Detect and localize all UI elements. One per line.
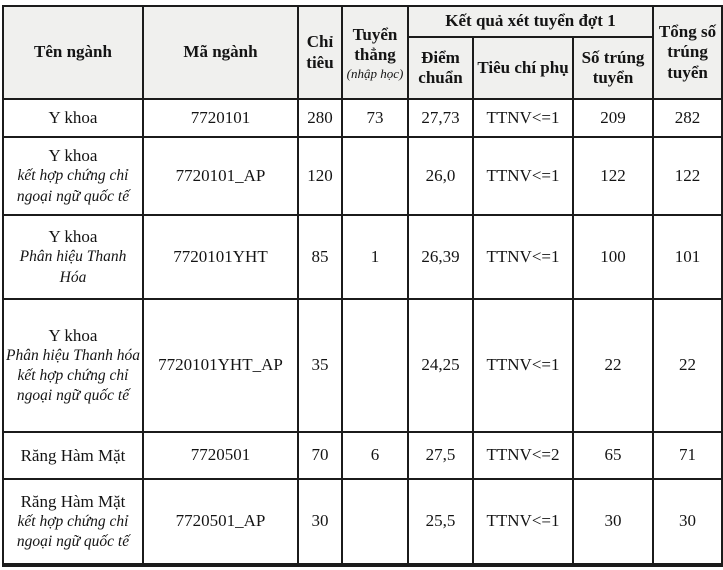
benchmark-score-cell: 26,0 (408, 137, 473, 215)
header-direct-admission-label: Tuyển thẳng (352, 24, 398, 65)
table-header (3, 6, 722, 99)
benchmark-score-cell: 26,39 (408, 215, 473, 299)
major-name-cell (3, 137, 143, 215)
total-admitted-cell: 30 (653, 479, 722, 565)
total-admitted-cell: 101 (653, 215, 722, 299)
total-admitted-cell: 122 (653, 137, 722, 215)
admitted-count-cell: 30 (573, 479, 653, 565)
direct-admission-cell: 73 (342, 99, 408, 137)
major-name-cell (3, 99, 143, 137)
table-body (3, 99, 722, 565)
major-name-cell (3, 215, 143, 299)
secondary-criteria-cell: TTNV<=1 (473, 479, 573, 565)
header-admitted-count: Số trúng tuyển (573, 37, 653, 99)
benchmark-score-cell: 25,5 (408, 479, 473, 565)
quota-cell: 120 (298, 137, 342, 215)
header-major-code: Mã ngành (143, 6, 298, 99)
table-row (3, 299, 722, 432)
header-secondary-criteria: Tiêu chí phụ (473, 37, 573, 99)
quota-cell: 35 (298, 299, 342, 432)
quota-cell: 30 (298, 479, 342, 565)
major-code-cell: 7720101YHT_AP (143, 299, 298, 432)
major-code-cell: 7720501 (143, 432, 298, 479)
major-code-cell: 7720501_AP (143, 479, 298, 565)
major-name: Y khoa (48, 227, 98, 247)
table-row (3, 215, 722, 299)
quota-cell: 85 (298, 215, 342, 299)
major-name-cell (3, 299, 143, 432)
secondary-criteria-cell: TTNV<=1 (473, 99, 573, 137)
major-name-note: kết hợp chứng chỉ ngoại ngữ quốc tế (16, 167, 130, 205)
direct-admission-cell (342, 137, 408, 215)
major-name-note: Phân hiệu Thanh hóa kết hợp chứng chỉ ngoại ngữ quốc tế (6, 346, 140, 405)
major-name: Y khoa (48, 108, 98, 128)
secondary-criteria-cell: TTNV<=1 (473, 299, 573, 432)
total-admitted-cell: 22 (653, 299, 722, 432)
admission-results-table (2, 5, 723, 567)
header-total-admitted: Tổng số trúng tuyển (653, 6, 722, 99)
major-code-cell: 7720101YHT (143, 215, 298, 299)
quota-cell: 280 (298, 99, 342, 137)
admitted-count-cell: 100 (573, 215, 653, 299)
admitted-count-cell: 22 (573, 299, 653, 432)
major-name-cell (3, 479, 143, 565)
admitted-count-cell: 122 (573, 137, 653, 215)
admitted-count-cell: 209 (573, 99, 653, 137)
major-name-note: kết hợp chứng chỉ ngoại ngữ quốc tế (16, 512, 130, 551)
header-row-top (3, 6, 722, 37)
benchmark-score-cell: 27,73 (408, 99, 473, 137)
table-row (3, 137, 722, 215)
direct-admission-cell (342, 299, 408, 432)
table-row (3, 479, 722, 565)
total-admitted-cell: 282 (653, 99, 722, 137)
total-admitted-cell: 71 (653, 432, 722, 479)
benchmark-score-cell: 27,5 (408, 432, 473, 479)
direct-admission-cell: 6 (342, 432, 408, 479)
table-row (3, 99, 722, 137)
direct-admission-cell (342, 479, 408, 565)
header-direct-admission (342, 6, 408, 99)
major-name: Y khoa (48, 325, 98, 345)
major-name-cell (3, 432, 143, 479)
major-name: Răng Hàm Mặt (20, 445, 126, 465)
secondary-criteria-cell: TTNV<=1 (473, 137, 573, 215)
major-code-cell: 7720101 (143, 99, 298, 137)
benchmark-score-cell: 24,25 (408, 299, 473, 432)
admitted-count-cell: 65 (573, 432, 653, 479)
header-benchmark-score: Điểm chuẩn (408, 37, 473, 99)
table-row (3, 432, 722, 479)
quota-cell: 70 (298, 432, 342, 479)
major-name: Răng Hàm Mặt (20, 491, 126, 511)
major-name: Y khoa (48, 146, 98, 166)
secondary-criteria-cell: TTNV<=1 (473, 215, 573, 299)
header-round1-results: Kết quả xét tuyển đợt 1 (408, 6, 653, 37)
header-major-name: Tên ngành (3, 6, 143, 99)
direct-admission-cell: 1 (342, 215, 408, 299)
major-code-cell: 7720101_AP (143, 137, 298, 215)
header-direct-admission-note: (nhập học) (346, 65, 404, 81)
major-name-note: Phân hiệu Thanh Hóa (19, 248, 127, 286)
header-quota: Chỉ tiêu (298, 6, 342, 99)
secondary-criteria-cell: TTNV<=2 (473, 432, 573, 479)
